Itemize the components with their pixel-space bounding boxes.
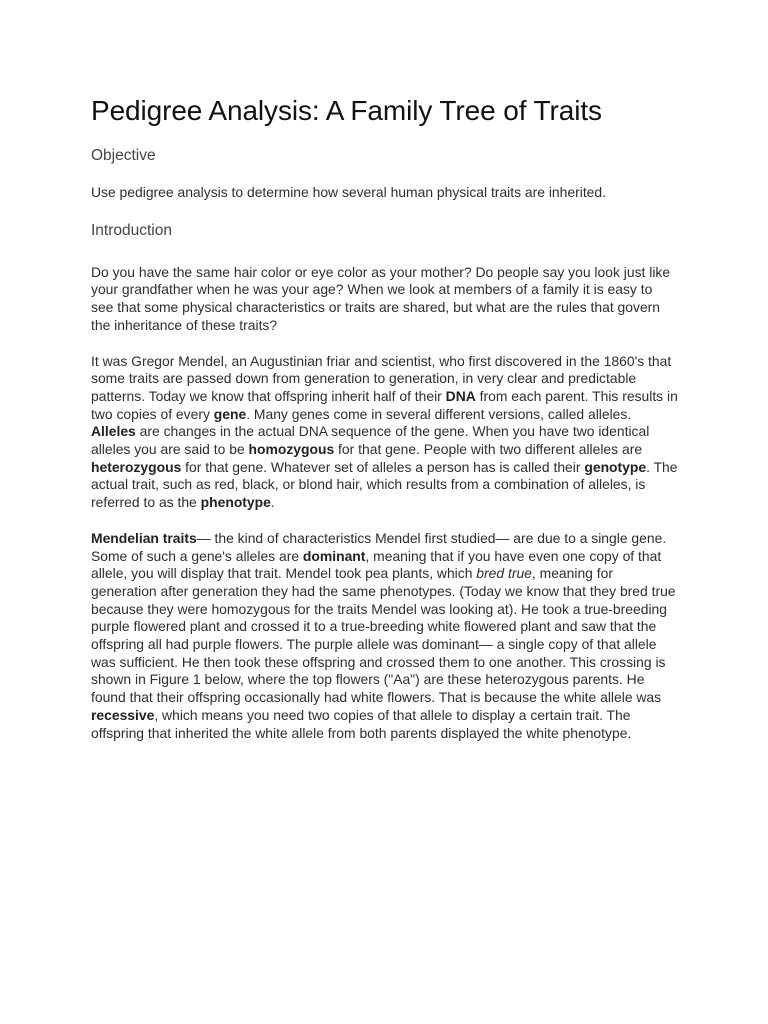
text-run: . The actual trait, such as red, black, or blond hair, which results from a combination of alleles, is referred to as the (91, 458, 678, 511)
text-run: for that gene. Whatever set of alleles a person has is called their (181, 458, 585, 475)
term-dna: DNA (445, 387, 476, 404)
term-genotype: genotype (584, 458, 647, 475)
introduction-paragraph-1: Do you have the same hair color or eye color as your mother? Do people say you look just like your grandfather when he was your age? When we look at members of a family it is easy to see that some physical characteristics or traits are shared, but what are the rules that govern the inheritance of these traits? (91, 263, 671, 333)
text-run: , meaning that if you have even one copy of that allele, you will display that trait. Mendel took pea plants, which (91, 547, 662, 582)
term-bred-true: bred true (476, 565, 532, 582)
text-run: It was Gregor Mendel, an Augustinian friar and scientist, who first discovered in the 1860's that some traits are passed down from generation to generation, in very clear and predictable patterns. Today we know that offspring inherit half of their (91, 352, 672, 404)
term-recessive: recessive (91, 706, 155, 723)
page-title: Pedigree Analysis: A Family Tree of Traits (91, 95, 602, 126)
text-run: for that gene. People with two different alleles are (334, 441, 643, 458)
introduction-heading: Introduction (91, 221, 172, 239)
text-run: . (270, 494, 275, 511)
text-run: — the kind of characteristics Mendel first studied— are due to a single gene. Some of such a gene's alleles are (91, 529, 667, 564)
term-dominant: dominant (302, 547, 366, 564)
term-alleles: Alleles (91, 423, 136, 440)
text-run: , meaning for generation after generation they had the same phenotypes. (Today we know that they bred true because they were homozygous for the traits Mendel was looking at). He took a true-breeding purple flowered plant and crossed it to a true-breeding white flowered plant and saw that the offspring all had purple flowers. The purple allele was dominant— a single copy of that allele was sufficient. He then took these offspring and crossed them to one another. This crossing is shown in Figure 1 below, where the top flowers ("Aa") are these heterozygous parents. He found that their offspring occasionally had white flowers. That is because the white allele was (91, 565, 676, 706)
text-run: from each parent. This results in two copies of every (91, 387, 678, 422)
introduction-paragraph-3 (91, 530, 678, 742)
introduction-paragraph-2 (91, 353, 678, 512)
objective-heading: Objective (91, 147, 156, 164)
objective-paragraph: Use pedigree analysis to determine how several human physical traits are inherited. (91, 184, 606, 200)
term-heterozygous: heterozygous (91, 458, 182, 475)
text-run: , which means you need two copies of that allele to display a certain trait. The offspring that inherited the white allele from both parents displayed the white phenotype. (91, 706, 632, 741)
term-phenotype: phenotype (200, 494, 271, 511)
term-homozygous: homozygous (248, 441, 335, 458)
term-gene: gene (213, 405, 247, 422)
text-run: . Many genes come in several different versions, called alleles. (246, 405, 632, 422)
term-mendelian-traits: Mendelian traits (91, 529, 197, 546)
text-run: are changes in the actual DNA sequence of the gene. When you have two identical alleles you are said to be (91, 423, 650, 458)
